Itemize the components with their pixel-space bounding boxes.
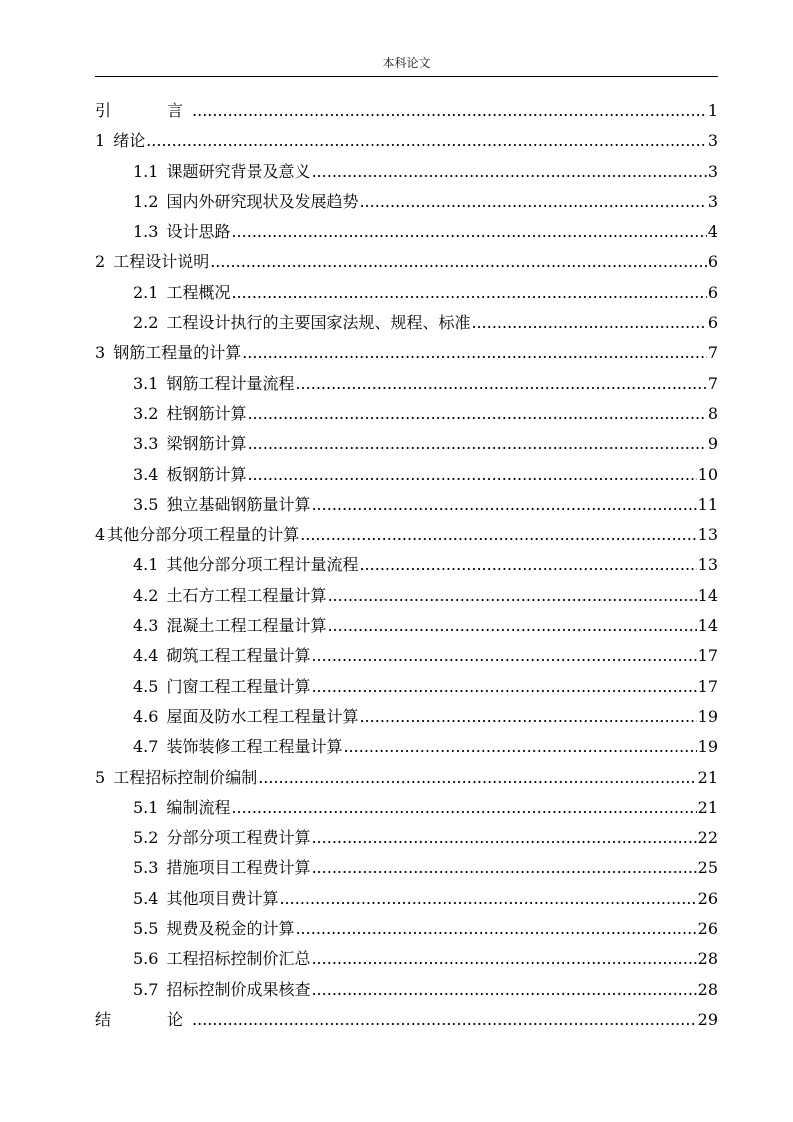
toc-entry-number: 1.1 xyxy=(133,161,159,181)
toc-dot-leader xyxy=(343,732,696,762)
toc-entry-title: 砌筑工程工程量计算 xyxy=(166,646,311,666)
toc-entry-title: 绪论 xyxy=(113,131,146,151)
toc-entry-page: 19 xyxy=(697,737,718,757)
toc-entry[interactable] xyxy=(95,611,718,641)
toc-entry[interactable] xyxy=(95,853,718,883)
toc-entry-page: 29 xyxy=(697,1009,718,1029)
toc-entry-page: 25 xyxy=(697,858,718,878)
toc-dot-leader xyxy=(311,672,696,702)
toc-dot-leader xyxy=(359,550,696,580)
toc-dot-leader xyxy=(231,278,706,308)
toc-dot-leader xyxy=(279,884,696,914)
toc-entry-page: 9 xyxy=(707,434,718,454)
toc-entry-title: 其他项目费计算 xyxy=(166,888,279,908)
header-rule xyxy=(95,76,718,77)
toc-entry-page: 7 xyxy=(707,343,718,363)
toc-entry-title: 国内外研究现状及发展趋势 xyxy=(166,191,359,211)
toc-entry-page: 14 xyxy=(697,585,718,605)
toc-entry-title: 招标控制价成果核查 xyxy=(166,979,311,999)
toc-entry-number: 2 xyxy=(95,252,106,272)
toc-dot-leader xyxy=(300,520,696,550)
toc-dot-leader xyxy=(311,944,696,974)
toc-entry-number: 5.4 xyxy=(133,888,159,908)
toc-entry[interactable] xyxy=(95,96,718,126)
toc-entry-title: 钢筋工程量的计算 xyxy=(113,343,242,363)
toc-entry-page: 1 xyxy=(707,101,718,120)
toc-entry-page: 21 xyxy=(697,797,718,817)
toc-entry-number: 4.7 xyxy=(133,737,159,757)
toc-entry-title: 分部分项工程费计算 xyxy=(166,828,311,848)
toc-dot-leader xyxy=(247,460,696,490)
toc-entry-page: 3 xyxy=(707,161,718,181)
toc-entry-title: 装饰装修工程工程量计算 xyxy=(166,737,343,757)
toc-dot-leader xyxy=(359,187,706,217)
toc-entry-number: 5.1 xyxy=(133,797,159,817)
toc-entry-page: 14 xyxy=(697,616,718,636)
toc-entry-title: 门窗工程工程量计算 xyxy=(166,676,311,696)
toc-entry-page: 8 xyxy=(707,403,718,423)
toc-entry[interactable] xyxy=(95,126,718,156)
toc-entry[interactable] xyxy=(95,763,718,793)
toc-entry-number: 1 xyxy=(95,131,106,151)
toc-entry-number: 5.6 xyxy=(133,949,159,969)
toc-entry-title: 规费及税金的计算 xyxy=(166,919,295,939)
toc-entry-number: 3.3 xyxy=(133,434,159,454)
toc-entry-page: 10 xyxy=(697,464,718,484)
toc-entry-page: 22 xyxy=(697,828,718,848)
toc-dot-leader xyxy=(471,308,706,338)
toc-entry-number: 4.2 xyxy=(133,585,159,605)
toc-entry-title: 钢筋工程计量流程 xyxy=(166,373,295,393)
toc-entry-title: 工程招标控制价编制 xyxy=(113,767,258,787)
toc-entry-number: 3.4 xyxy=(133,464,159,484)
toc-entry[interactable] xyxy=(95,581,718,611)
toc-entry-page: 7 xyxy=(707,373,718,393)
toc-entry[interactable] xyxy=(95,823,718,853)
toc-dot-leader xyxy=(247,399,706,429)
toc-entry-title: 工程设计说明 xyxy=(113,252,210,272)
toc-entry-page: 13 xyxy=(697,525,718,545)
toc-entry-title: 结 论 xyxy=(95,1009,192,1029)
toc-entry[interactable] xyxy=(95,278,718,308)
toc-entry[interactable] xyxy=(95,975,718,1005)
toc-entry-page: 3 xyxy=(707,131,718,151)
toc-entry-number: 5.7 xyxy=(133,979,159,999)
toc-entry-title: 设计思路 xyxy=(166,222,231,242)
toc-dot-leader xyxy=(311,853,696,883)
toc-entry-title: 其他分部分项工程量的计算 xyxy=(107,525,300,545)
toc-entry[interactable] xyxy=(95,702,718,732)
toc-dot-leader xyxy=(327,581,696,611)
toc-dot-leader xyxy=(258,763,696,793)
toc-entry-number: 4.5 xyxy=(133,676,159,696)
toc-entry-number: 1.2 xyxy=(133,191,159,211)
toc-entry-title: 编制流程 xyxy=(166,797,231,817)
toc-entry[interactable] xyxy=(95,460,718,490)
toc-entry-number: 2.1 xyxy=(133,282,159,302)
toc-entry[interactable] xyxy=(95,217,718,247)
toc-dot-leader xyxy=(242,338,707,368)
toc-dot-leader xyxy=(210,247,707,277)
toc-entry[interactable] xyxy=(95,399,718,429)
toc-entry-number: 4.6 xyxy=(133,706,159,726)
toc-entry-page: 6 xyxy=(707,252,718,272)
toc-entry[interactable] xyxy=(95,308,718,338)
toc-dot-leader xyxy=(247,429,706,459)
toc-entry-page: 11 xyxy=(697,494,718,514)
toc-dot-leader xyxy=(192,1005,697,1035)
toc-entry-title: 柱钢筋计算 xyxy=(166,403,247,423)
toc-dot-leader xyxy=(311,157,706,187)
toc-entry-number: 5 xyxy=(95,767,106,787)
toc-entry-number: 4.1 xyxy=(133,555,159,575)
toc-entry-title: 工程概况 xyxy=(166,282,231,302)
toc-entry[interactable] xyxy=(95,247,718,277)
toc-entry-title: 屋面及防水工程工程量计算 xyxy=(166,706,359,726)
toc-entry[interactable] xyxy=(95,550,718,580)
toc-entry-title: 板钢筋计算 xyxy=(166,464,247,484)
toc-entry-title: 工程设计执行的主要国家法规、规程、标准 xyxy=(166,313,471,333)
toc-dot-leader xyxy=(295,914,696,944)
toc-dot-leader xyxy=(231,217,706,247)
toc-entry-page: 6 xyxy=(707,282,718,302)
toc-dot-leader xyxy=(146,126,707,156)
toc-entry-page: 28 xyxy=(697,979,718,999)
toc-entry-number: 1.3 xyxy=(133,222,159,242)
toc-dot-leader xyxy=(311,641,696,671)
toc-dot-leader xyxy=(231,793,696,823)
toc-entry-number: 3.5 xyxy=(133,494,159,514)
toc-dot-leader xyxy=(192,96,707,126)
table-of-contents xyxy=(95,96,718,1035)
toc-dot-leader xyxy=(311,975,696,1005)
toc-entry[interactable] xyxy=(95,369,718,399)
toc-entry[interactable] xyxy=(95,490,718,520)
toc-entry-title: 措施项目工程费计算 xyxy=(166,858,311,878)
toc-dot-leader xyxy=(311,823,696,853)
page-header: 本科论文 xyxy=(382,56,431,70)
toc-entry[interactable] xyxy=(95,338,718,368)
toc-entry-number: 3 xyxy=(95,343,106,363)
toc-entry[interactable] xyxy=(95,187,718,217)
toc-entry[interactable] xyxy=(95,793,718,823)
toc-entry-page: 26 xyxy=(697,919,718,939)
toc-entry-title: 其他分部分项工程计量流程 xyxy=(166,555,359,575)
toc-entry[interactable] xyxy=(95,944,718,974)
toc-entry-number: 3.1 xyxy=(133,373,159,393)
toc-entry-number: 4.3 xyxy=(133,616,159,636)
toc-entry-page: 17 xyxy=(697,676,718,696)
toc-dot-leader xyxy=(295,369,706,399)
toc-entry-page: 4 xyxy=(707,222,718,242)
toc-entry-title: 课题研究背景及意义 xyxy=(166,161,311,181)
toc-dot-leader xyxy=(327,611,696,641)
toc-entry-title: 工程招标控制价汇总 xyxy=(166,949,311,969)
toc-entry-number: 4.4 xyxy=(133,646,159,666)
toc-entry-page: 28 xyxy=(697,949,718,969)
toc-entry[interactable] xyxy=(95,157,718,187)
toc-entry-page: 13 xyxy=(697,555,718,575)
toc-entry-number: 5.2 xyxy=(133,828,159,848)
toc-entry-page: 19 xyxy=(697,706,718,726)
toc-entry[interactable] xyxy=(95,884,718,914)
toc-entry[interactable] xyxy=(95,520,718,550)
toc-entry-number: 3.2 xyxy=(133,403,159,423)
toc-entry[interactable] xyxy=(95,641,718,671)
toc-entry[interactable] xyxy=(95,732,718,762)
toc-entry-page: 3 xyxy=(707,191,718,211)
toc-entry-page: 26 xyxy=(697,888,718,908)
toc-entry-number: 4 xyxy=(95,525,106,545)
toc-entry-number: 5.3 xyxy=(133,858,159,878)
toc-entry-page: 17 xyxy=(697,646,718,666)
toc-entry[interactable] xyxy=(95,429,718,459)
toc-entry[interactable] xyxy=(95,1005,718,1035)
toc-entry-number: 2.2 xyxy=(133,313,159,333)
toc-entry-title: 梁钢筋计算 xyxy=(166,434,247,454)
toc-entry-title: 混凝土工程工程量计算 xyxy=(166,616,327,636)
toc-entry-page: 21 xyxy=(697,767,718,787)
toc-entry-title: 土石方工程工程量计算 xyxy=(166,585,327,605)
toc-entry[interactable] xyxy=(95,672,718,702)
toc-entry-page: 6 xyxy=(707,313,718,333)
toc-entry-number: 5.5 xyxy=(133,919,159,939)
toc-entry-title: 独立基础钢筋量计算 xyxy=(166,494,311,514)
toc-entry[interactable] xyxy=(95,914,718,944)
toc-entry-title: 引 言 xyxy=(95,101,192,120)
toc-dot-leader xyxy=(311,490,696,520)
toc-dot-leader xyxy=(359,702,696,732)
